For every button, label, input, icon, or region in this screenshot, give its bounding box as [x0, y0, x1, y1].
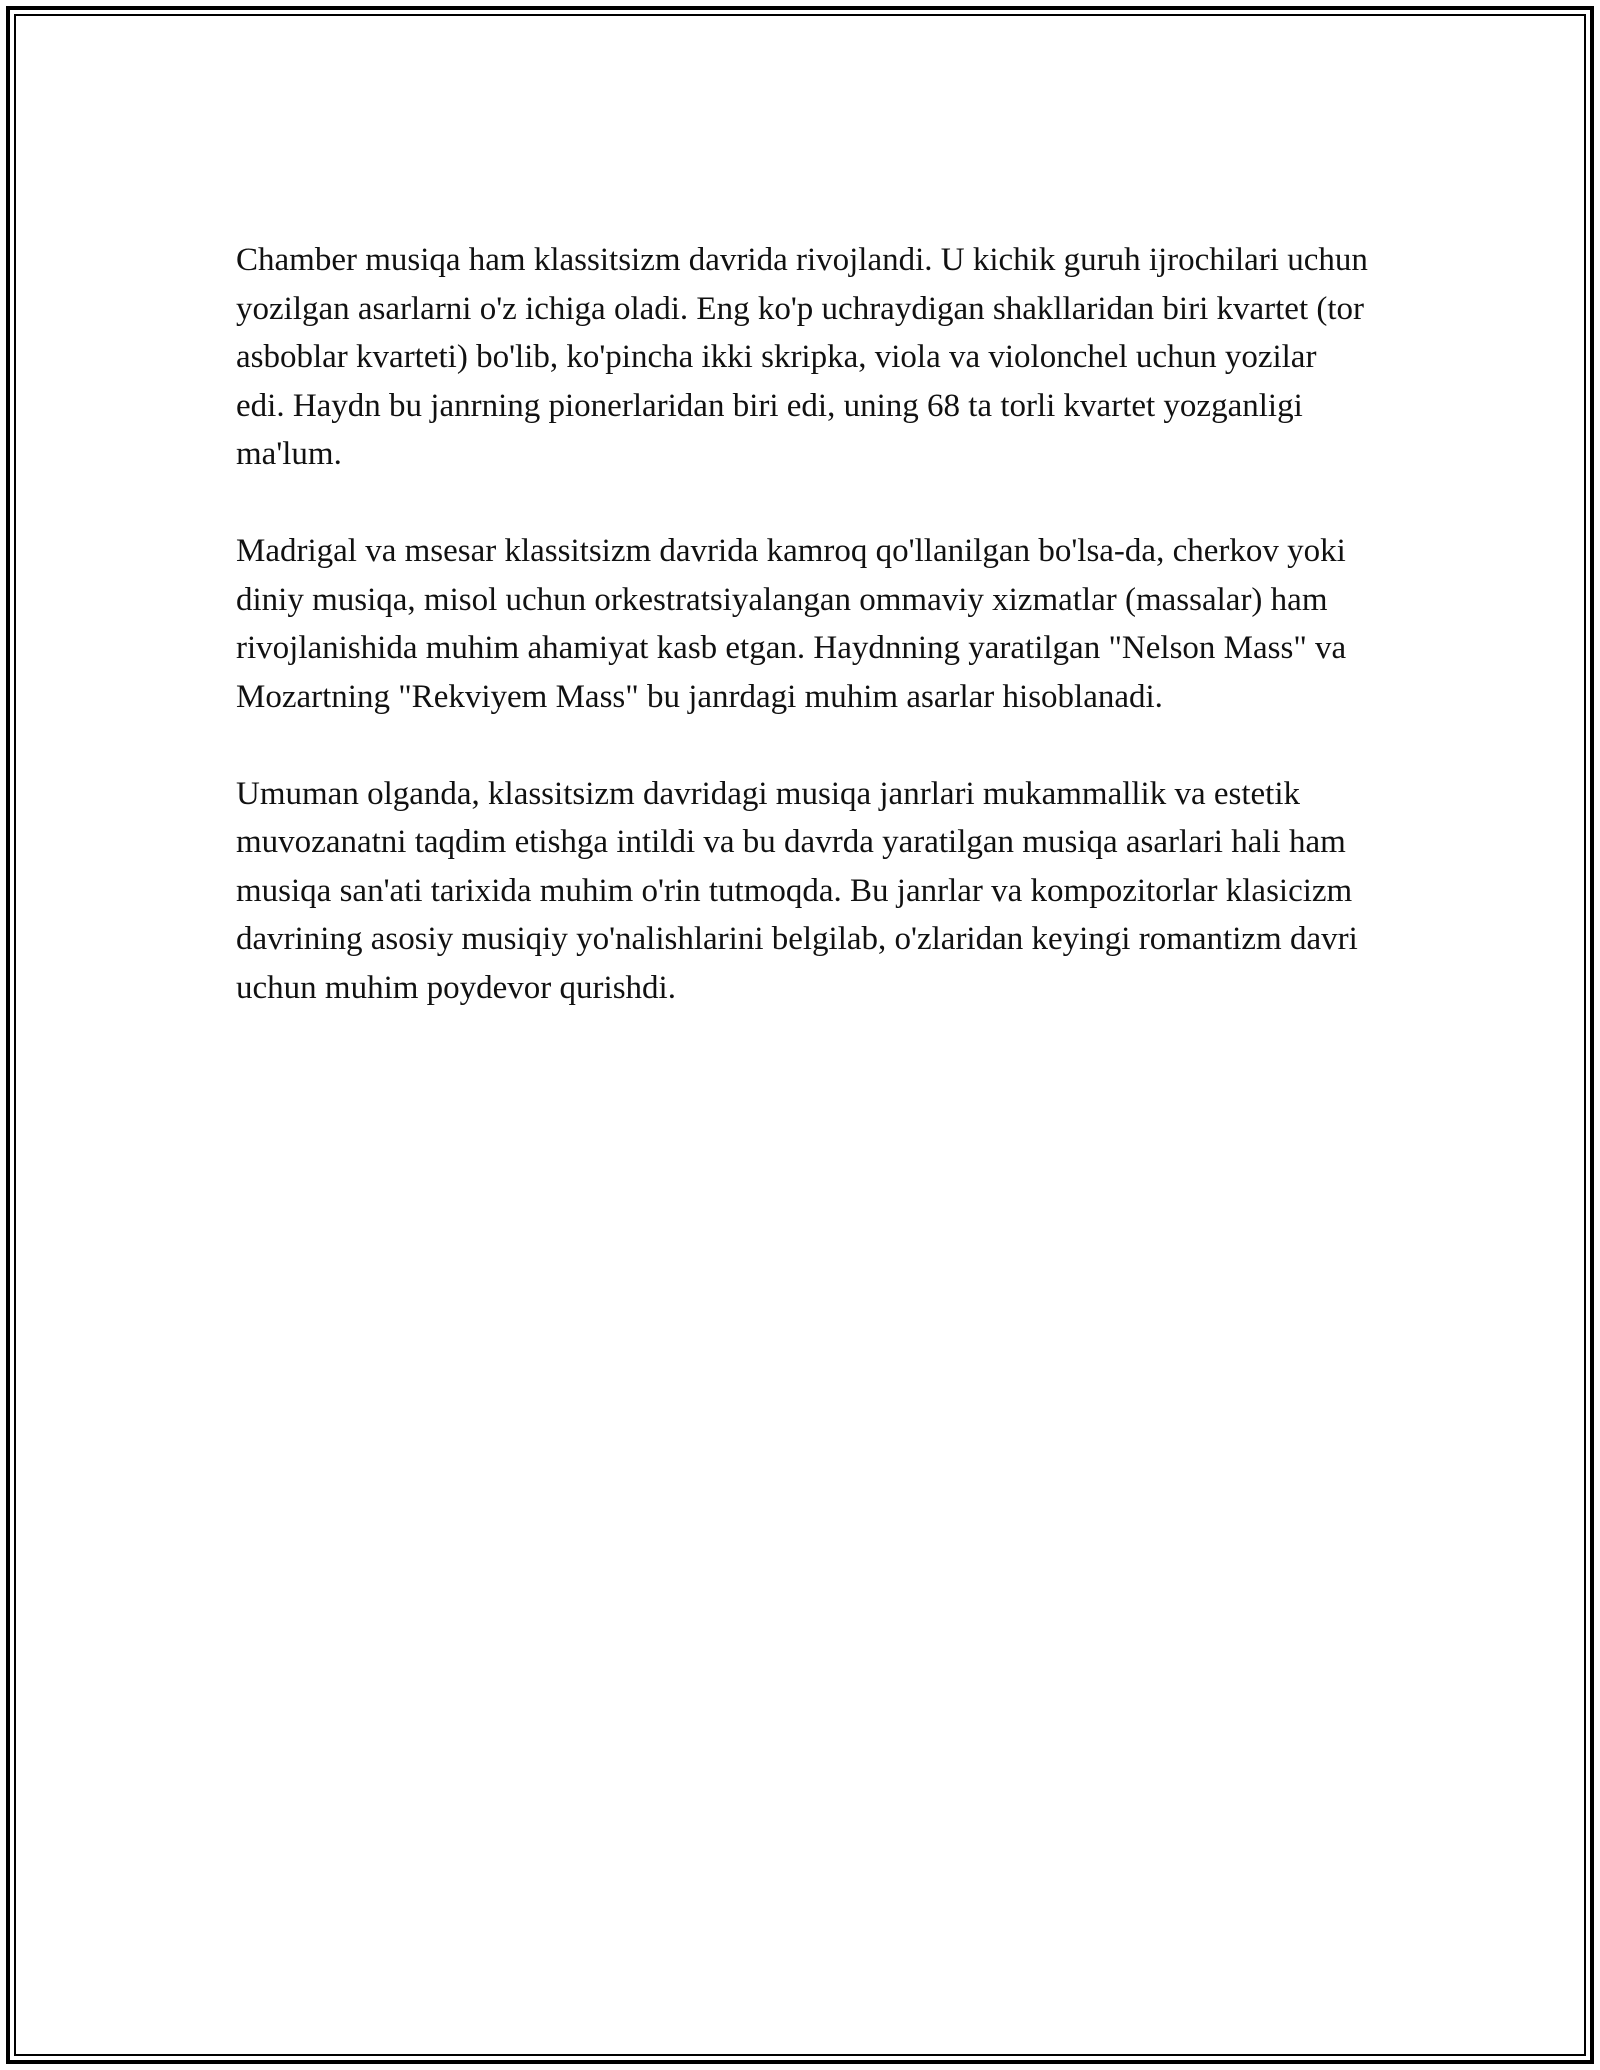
- paragraph-chamber-music: Chamber musiqa ham klassitsizm davrida rivojlandi. U kichik guruh ijrochilari uchun yozilgan asarlarni o'z ichiga oladi. Eng ko'p uchraydigan shakllaridan biri kvartet (tor asboblar kvarteti) bo'lib, ko'pincha ikki skripka, viola va violonchel uchun yozilar edi. Haydn bu janrning pionerlaridan biri edi, uning 68 ta torli kvartet yozganligi ma'lum.: [236, 242, 1368, 472]
- paragraph-church-music: Madrigal va msesar klassitsizm davrida kamroq qo'llanilgan bo'lsa-da, cherkov yoki diniy musiqa, misol uchun orkestratsiyalangan ommaviy xizmatlar (massalar) ham rivojlanishida muhim ahamiyat kasb etgan. Haydnning yaratilgan "Nelson Mass" va Mozartning "Rekviyem Mass" bu janrdagi muhim asarlar hisoblanadi.: [236, 533, 1347, 715]
- document-body: [236, 236, 1370, 1061]
- paragraph-conclusion: Umuman olganda, klassitsizm davridagi musiqa janrlari mukammallik va estetik muvozanatni taqdim etishga intildi va bu davrda yaratilgan musiqa asarlari hali ham musiqa san'ati tarixida muhim o'rin tutmoqda. Bu janrlar va kompozitorlar klasicizm davrining asosiy musiqiy yo'nalishlarini belgilab, o'zlaridan keyingi romantizm davri uchun muhim poydevor qurishdi.: [236, 775, 1358, 1006]
